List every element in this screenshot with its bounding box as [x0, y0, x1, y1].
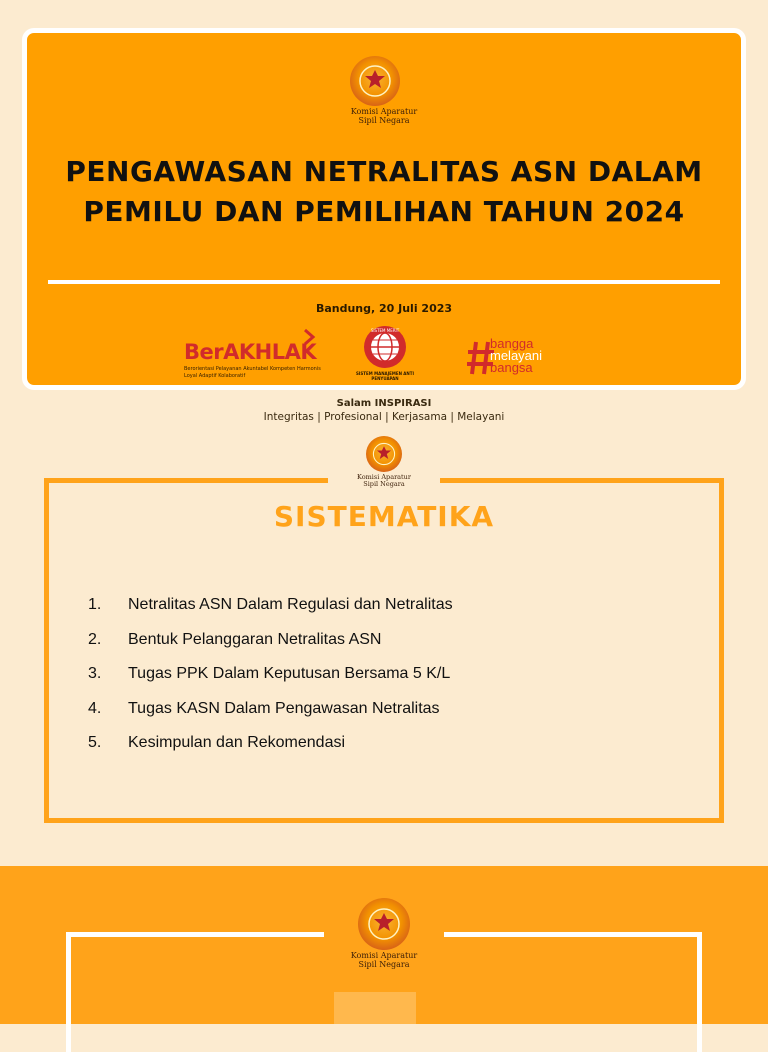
agenda-item	[88, 665, 688, 700]
kasn-emblem-icon	[350, 56, 400, 106]
title-divider	[48, 280, 720, 284]
agenda-number: 1.	[88, 596, 102, 613]
kasn-emblem-icon	[366, 436, 402, 472]
agenda-item	[88, 631, 688, 666]
agenda-item	[88, 734, 688, 769]
agenda-text: Bentuk Pelanggaran Netralitas ASN	[128, 630, 382, 648]
sistem-caption: SISTEM MANAJEMEN ANTI PENYUAPAN	[356, 371, 414, 381]
anti-bribery-globe-icon	[362, 324, 408, 370]
presentation-date: Bandung, 20 Juli 2023	[315, 302, 453, 315]
kasn-emblem-icon	[358, 898, 410, 950]
berakhlak-wordmark: BerAKHLAK	[184, 340, 317, 364]
agenda-number: 2.	[88, 630, 102, 648]
org-name-line1: Komisi Aparatur	[357, 473, 411, 481]
org-name-line1: Komisi Aparatur	[350, 951, 418, 960]
org-name-line2: Sipil Negara	[363, 480, 405, 489]
agenda-text: Kesimpulan dan Rekomendasi	[128, 734, 346, 751]
agenda-number: 5.	[88, 734, 102, 751]
kasn-logo-text	[330, 952, 438, 970]
org-name-line1: Komisi Aparatur	[350, 107, 418, 116]
agenda-list	[88, 596, 688, 769]
org-name-line2: Sipil Negara	[358, 959, 410, 969]
agenda-heading: SISTEMATIKA	[273, 500, 495, 533]
agenda-item	[88, 596, 688, 631]
bangga-word-3: bangsa	[490, 360, 533, 375]
agenda-text: Tugas PPK Dalam Keputusan Bersama 5 K/L	[128, 665, 451, 682]
presentation-title: PENGAWASAN NETRALITAS ASN DALAM PEMILU DAN PEMILIHAN TAHUN 2024	[65, 155, 703, 228]
org-name-line2: Sipil Negara	[358, 115, 410, 125]
sistem-badge-text: SISTEM MERIT	[370, 328, 400, 333]
berakhlak-logo	[184, 340, 316, 364]
agenda-item	[88, 700, 688, 735]
berakhlak-tagline: Berorientasi Pelayanan Akuntabel Kompeten Harmonis Loyal Adaptif Kolaboratif	[184, 366, 321, 379]
kasn-logo-text	[334, 474, 434, 488]
bangga-word-1: bangga	[490, 336, 534, 351]
bangga-word-2: melayani	[490, 348, 543, 363]
section-number-box	[334, 992, 416, 1024]
agenda-text: Netralitas ASN Dalam Regulasi dan Netralitas	[128, 596, 453, 613]
core-values: Integritas | Profesional | Kerjasama | Melayani	[263, 411, 505, 423]
agenda-number: 4.	[88, 699, 102, 717]
agenda-text: Tugas KASN Dalam Pengawasan Netralitas	[128, 699, 440, 717]
agenda-number: 3.	[88, 665, 102, 682]
chevron-right-icon	[302, 328, 316, 346]
salam-heading: Salam INSPIRASI	[336, 398, 432, 409]
kasn-logo-text	[320, 108, 448, 126]
